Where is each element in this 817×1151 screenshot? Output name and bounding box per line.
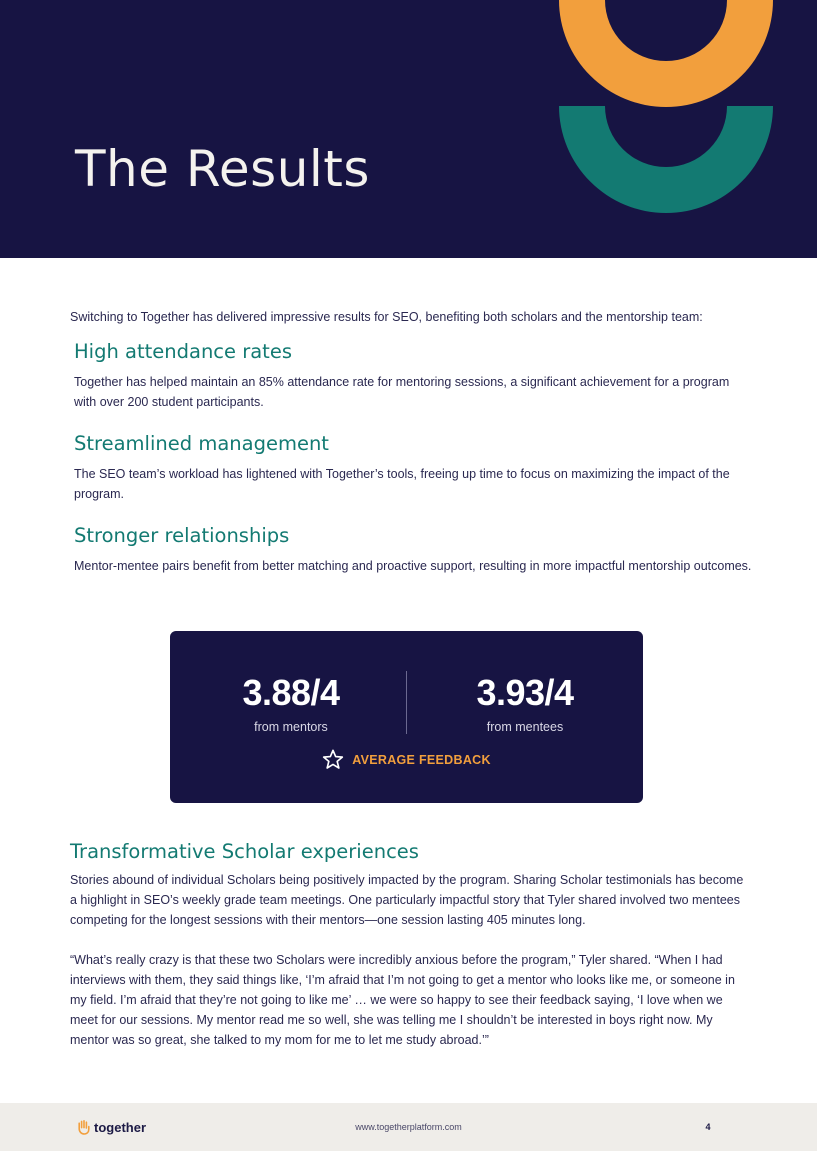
mentee-score: 3.93/4 [476, 672, 574, 713]
section-heading: Transformative Scholar experiences [70, 840, 419, 863]
mentor-score: 3.88/4 [242, 672, 340, 713]
testimonial-quote: “What’s really crazy is that these two Scholars were incredibly anxious before the program,” Tyler shared. “When I had interviews with them, they said things like, ‘I’m afraid that I’m not going to get a mentor who looks like me, or someone in my field. I’m afraid that they’re not going to like me’ … we were so happy to see their feedback saying, ‘I love when we meet for our sessions. My mentor read me so well, she was telling me I shouldn’t be interested in boys right now. My mentor was so great, she talked to my mom for me to let me study abroad.’” [70, 953, 735, 1047]
average-feedback-label: AVERAGE FEEDBACK [352, 752, 491, 767]
feedback-stats-card [170, 631, 643, 803]
section-body: Stories abound of individual Scholars being positively impacted by the program. Sharing Scholar testimonials has become a highlight in SEO’s weekly grade team meetings. One particularly impactful story that Tyler shared involved two mentees competing for the longest sessions with their mentors—one session lasting 405 minutes long. [70, 873, 744, 927]
section-stronger-relationships [74, 524, 754, 576]
average-feedback-badge [170, 749, 643, 770]
section-body: Together has helped maintain an 85% attendance rate for mentoring sessions, a significant achievement for a program with over 200 student participants. [74, 375, 730, 409]
section-body: Mentor-mentee pairs benefit from better matching and proactive support, resulting in more impactful mentorship outcomes. [74, 559, 752, 573]
page-number: 4 [705, 1122, 711, 1132]
decorative-rings-graphic [540, 0, 800, 258]
mentor-feedback-stat [175, 671, 407, 734]
teal-half-ring [559, 106, 773, 213]
mentee-score-label: from mentees [486, 720, 564, 734]
mentee-feedback-stat [407, 671, 643, 734]
section-heading: High attendance rates [74, 340, 292, 363]
page-footer [0, 1103, 817, 1151]
section-body: The SEO team’s workload has lightened with Together’s tools, freeing up time to focus on maximizing the impact of the program. [74, 467, 730, 501]
logo-text: together [94, 1119, 146, 1135]
orange-half-ring [559, 0, 773, 107]
mentor-score-label: from mentors [254, 720, 328, 734]
hero-banner [0, 0, 817, 258]
page-title: The Results [75, 140, 370, 198]
footer-url[interactable]: www.togetherplatform.com [355, 1122, 462, 1132]
section-heading: Streamlined management [74, 432, 329, 455]
section-streamlined-management [74, 432, 754, 504]
star-outline-icon [322, 749, 344, 770]
section-transformative-experiences [70, 840, 750, 1050]
section-heading: Stronger relationships [74, 524, 290, 547]
section-high-attendance [74, 340, 754, 412]
intro-text: Switching to Together has delivered impressive results for SEO, benefiting both scholars and the mentorship team: [70, 309, 703, 324]
